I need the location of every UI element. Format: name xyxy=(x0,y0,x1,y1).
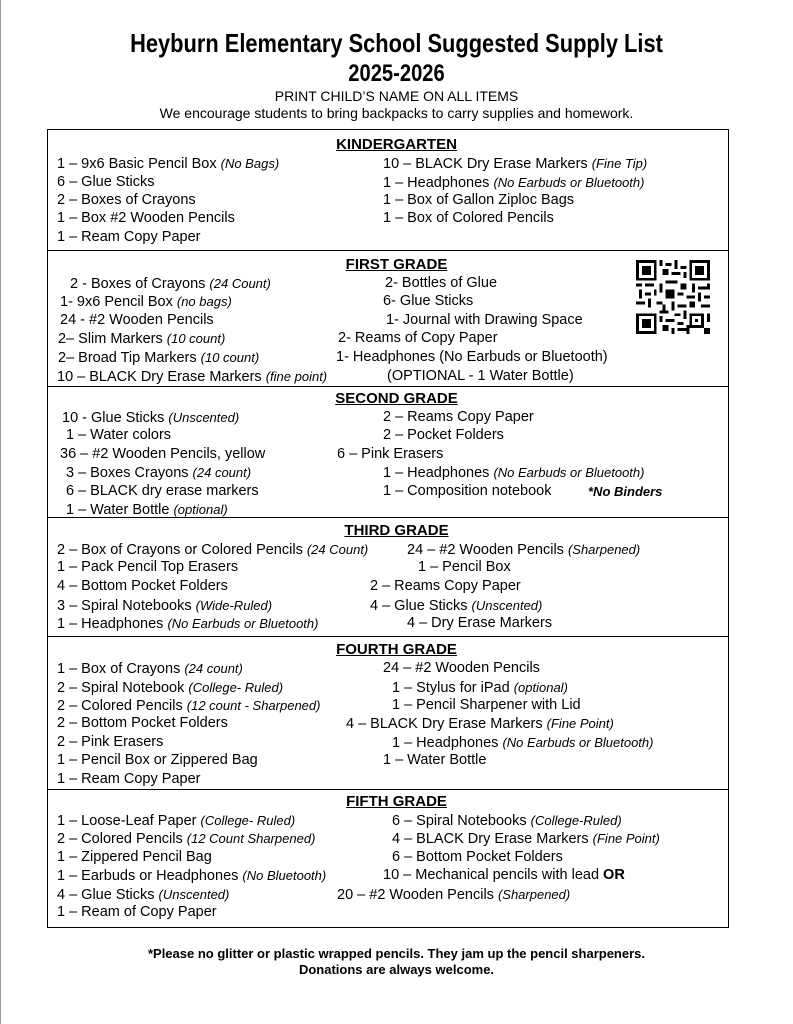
list-item: 24 – #2 Wooden Pencils (Sharpened) xyxy=(407,542,641,558)
list-item: 1 – Water Bottle (optional) xyxy=(66,502,228,518)
list-item: 4 – BLACK Dry Erase Markers (Fine Point) xyxy=(392,831,660,847)
list-item: 20 – #2 Wooden Pencils (Sharpened) xyxy=(337,887,571,903)
list-item: 2 – Boxes of Crayons xyxy=(57,192,196,208)
list-item: 1 – Loose-Leaf Paper (College- Ruled) xyxy=(57,813,296,829)
list-item: 3 – Spiral Notebooks (Wide-Ruled) xyxy=(57,598,273,614)
list-item: 6 – Bottom Pocket Folders xyxy=(392,849,563,865)
school-year: 2025-2026 xyxy=(348,60,445,87)
list-item: 4 – Glue Sticks (Unscented) xyxy=(57,887,230,903)
list-item: 1 – Headphones (No Earbuds or Bluetooth) xyxy=(383,465,645,481)
list-item: 2 – Colored Pencils (12 Count Sharpened) xyxy=(57,831,316,847)
list-item: 2 – Box of Crayons or Colored Pencils (24 Count) xyxy=(57,542,369,558)
list-item: 2 – Spiral Notebook (College- Ruled) xyxy=(57,680,284,696)
list-item: 4 – Glue Sticks (Unscented) xyxy=(370,598,543,614)
list-item: 1 – Box of Crayons (24 count) xyxy=(57,661,243,677)
section-divider xyxy=(47,250,729,251)
list-item: 4 – Bottom Pocket Folders xyxy=(57,578,228,594)
list-item: 1 – Headphones (No Earbuds or Bluetooth) xyxy=(383,175,645,191)
page-edge xyxy=(0,0,1,1024)
footer-note: *Please no glitter or plastic wrapped pencils. They jam up the pencil sharpeners. xyxy=(147,946,646,961)
list-item: 3 – Boxes Crayons (24 count) xyxy=(66,465,252,481)
heading-fourth-grade: FOURTH GRADE xyxy=(336,641,457,658)
heading-first-grade: FIRST GRADE xyxy=(345,256,448,273)
list-item: 1 – Water colors xyxy=(66,427,172,443)
list-item: 1 – Water Bottle xyxy=(383,752,487,768)
list-item: 1 – Ream Copy Paper xyxy=(57,229,201,245)
list-item: 2 – Pocket Folders xyxy=(383,427,504,443)
list-item: 6 – BLACK dry erase markers xyxy=(66,483,259,499)
list-item: 1- 9x6 Pencil Box (no bags) xyxy=(60,294,232,310)
list-item: 6- Glue Sticks xyxy=(383,293,474,309)
list-item: 2- Reams of Copy Paper xyxy=(338,330,498,346)
name-instruction: PRINT CHILD’S NAME ON ALL ITEMS xyxy=(274,88,519,104)
list-item: 24 - #2 Wooden Pencils xyxy=(60,312,214,328)
list-item: 1 – 9x6 Basic Pencil Box (No Bags) xyxy=(57,156,280,172)
list-item: 1 – Pencil Sharpener with Lid xyxy=(392,697,581,713)
qr-code-icon xyxy=(636,260,710,334)
list-item: (OPTIONAL - 1 Water Bottle) xyxy=(387,368,574,384)
list-item: 1- Journal with Drawing Space xyxy=(386,312,583,328)
section-divider xyxy=(47,636,729,637)
list-item: 10 – BLACK Dry Erase Markers (Fine Tip) xyxy=(383,156,648,172)
heading-kindergarten: KINDERGARTEN xyxy=(336,136,457,153)
list-item: 1 – Box #2 Wooden Pencils xyxy=(57,210,235,226)
list-item: 4 – BLACK Dry Erase Markers (Fine Point) xyxy=(346,716,614,732)
list-item: 6 – Glue Sticks xyxy=(57,174,155,190)
list-item: 1 – Headphones (No Earbuds or Bluetooth) xyxy=(392,735,654,751)
list-item: 10 - Glue Sticks (Unscented) xyxy=(62,410,240,426)
list-item: 2 – Reams Copy Paper xyxy=(370,578,521,594)
list-item: 1 – Pack Pencil Top Erasers xyxy=(57,559,239,575)
heading-fifth-grade: FIFTH GRADE xyxy=(346,793,447,810)
section-divider xyxy=(47,789,729,790)
list-item: 1 – Pencil Box xyxy=(418,559,511,575)
list-item: 10 – BLACK Dry Erase Markers (fine point) xyxy=(57,369,328,385)
list-item: 1 – Box of Colored Pencils xyxy=(383,210,554,226)
list-item: 1 – Ream of Copy Paper xyxy=(57,904,217,920)
list-item: 1- Headphones (No Earbuds or Bluetooth) xyxy=(336,349,608,365)
heading-third-grade: THIRD GRADE xyxy=(344,522,449,539)
backpack-note: We encourage students to bring backpacks to carry supplies and homework. xyxy=(159,105,634,121)
list-item: 2 – Pink Erasers xyxy=(57,734,164,750)
list-item: 1 – Zippered Pencil Bag xyxy=(57,849,212,865)
list-item: 6 – Pink Erasers xyxy=(337,446,444,462)
list-item: 1 – Pencil Box or Zippered Bag xyxy=(57,752,258,768)
page-title: Heyburn Elementary School Suggested Supply List xyxy=(130,28,663,58)
list-item: 4 – Dry Erase Markers xyxy=(407,615,553,631)
list-item: 2 – Reams Copy Paper xyxy=(383,409,534,425)
list-item: 36 – #2 Wooden Pencils, yellow xyxy=(60,446,266,462)
list-item: 1 – Headphones (No Earbuds or Bluetooth) xyxy=(57,616,319,632)
list-item: 1 – Stylus for iPad (optional) xyxy=(392,680,568,696)
heading-second-grade: SECOND GRADE xyxy=(335,390,458,407)
list-item: 10 – Mechanical pencils with lead OR xyxy=(383,867,625,883)
list-item: 2 – Bottom Pocket Folders xyxy=(57,715,228,731)
list-item: 2– Slim Markers (10 count) xyxy=(58,331,226,347)
donations-note: Donations are always welcome. xyxy=(298,962,495,977)
list-item: 2- Bottles of Glue xyxy=(385,275,498,291)
list-item: 2 – Colored Pencils (12 count - Sharpened) xyxy=(57,698,321,714)
list-item: 2 - Boxes of Crayons (24 Count) xyxy=(70,276,271,292)
list-item: 1 – Box of Gallon Ziploc Bags xyxy=(383,192,575,208)
list-item: 1 – Earbuds or Headphones (No Bluetooth) xyxy=(57,868,327,884)
list-item: 24 – #2 Wooden Pencils xyxy=(383,660,540,676)
section-divider xyxy=(47,386,729,387)
list-item: 1 – Ream Copy Paper xyxy=(57,771,201,787)
list-item: 6 – Spiral Notebooks (College-Ruled) xyxy=(392,813,622,829)
list-item: 2– Broad Tip Markers (10 count) xyxy=(58,350,260,366)
no-binders-note: *No Binders xyxy=(588,484,663,499)
list-item: 1 – Composition notebook xyxy=(383,483,552,499)
